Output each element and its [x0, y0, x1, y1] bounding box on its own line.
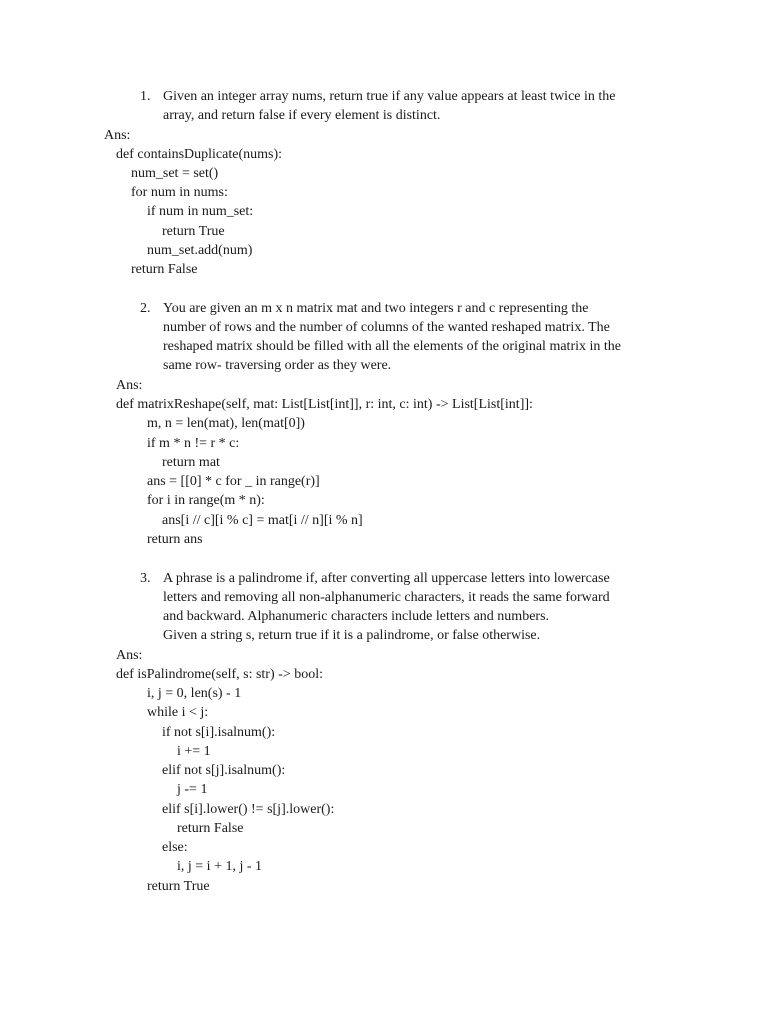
code-line: for i in range(m * n):: [147, 493, 265, 508]
code-line: num_set.add(num): [147, 243, 253, 258]
question-3-text-line: Given a string s, return true if it is a palindrome, or false otherwise.: [163, 628, 541, 643]
code-line: if num in num_set:: [147, 204, 254, 219]
question-3-number: 3.: [140, 571, 151, 586]
code-line: if not s[i].isalnum():: [162, 725, 276, 740]
question-1-answer-label: Ans:: [104, 128, 131, 143]
question-1-text-line: array, and return false if every element is distinct.: [163, 108, 441, 123]
question-2-text-line: You are given an m x n matrix mat and two integers r and c representing the: [163, 301, 589, 316]
code-line: ans[i // c][i % c] = mat[i // n][i % n]: [162, 513, 363, 528]
question-3-text-line: and backward. Alphanumeric characters include letters and numbers.: [163, 609, 550, 624]
code-line: i += 1: [177, 744, 211, 759]
code-line: while i < j:: [147, 705, 209, 720]
question-2-number: 2.: [140, 301, 151, 316]
code-line: else:: [162, 840, 188, 855]
code-line: i, j = i + 1, j - 1: [177, 859, 263, 874]
code-line: elif s[i].lower() != s[j].lower():: [162, 802, 335, 817]
question-2-text-line: number of rows and the number of columns of the wanted reshaped matrix. The: [163, 320, 610, 335]
question-2-answer-label: Ans:: [116, 378, 143, 393]
code-line: def isPalindrome(self, s: str) -> bool:: [116, 667, 323, 682]
code-line: for num in nums:: [131, 185, 228, 200]
code-line: def matrixReshape(self, mat: List[List[int]], r: int, c: int) -> List[List[int]]:: [116, 397, 533, 412]
code-line: if m * n != r * c:: [147, 436, 240, 451]
code-line: return ans: [147, 532, 203, 547]
code-line: i, j = 0, len(s) - 1: [147, 686, 242, 701]
question-1-text-line: Given an integer array nums, return true if any value appears at least twice in the: [163, 89, 616, 104]
code-line: def containsDuplicate(nums):: [116, 147, 283, 162]
code-line: return False: [131, 262, 198, 277]
code-line: return True: [162, 224, 225, 239]
question-3-text-line: A phrase is a palindrome if, after converting all uppercase letters into lowercase: [163, 571, 610, 586]
question-2-text-line: reshaped matrix should be filled with all the elements of the original matrix in the: [163, 339, 621, 354]
question-1-number: 1.: [140, 89, 151, 104]
code-line: elif not s[j].isalnum():: [162, 763, 286, 778]
question-3-text-line: letters and removing all non-alphanumeric characters, it reads the same forward: [163, 590, 610, 605]
question-3-answer-label: Ans:: [116, 648, 143, 663]
code-line: j -= 1: [177, 782, 208, 797]
code-line: return mat: [162, 455, 220, 470]
code-line: return True: [147, 879, 210, 894]
code-line: num_set = set(): [131, 166, 219, 181]
code-line: return False: [177, 821, 244, 836]
question-2-text-line: same row- traversing order as they were.: [163, 358, 392, 373]
code-line: ans = [[0] * c for _ in range(r)]: [147, 474, 320, 489]
code-line: m, n = len(mat), len(mat[0]): [147, 416, 305, 431]
